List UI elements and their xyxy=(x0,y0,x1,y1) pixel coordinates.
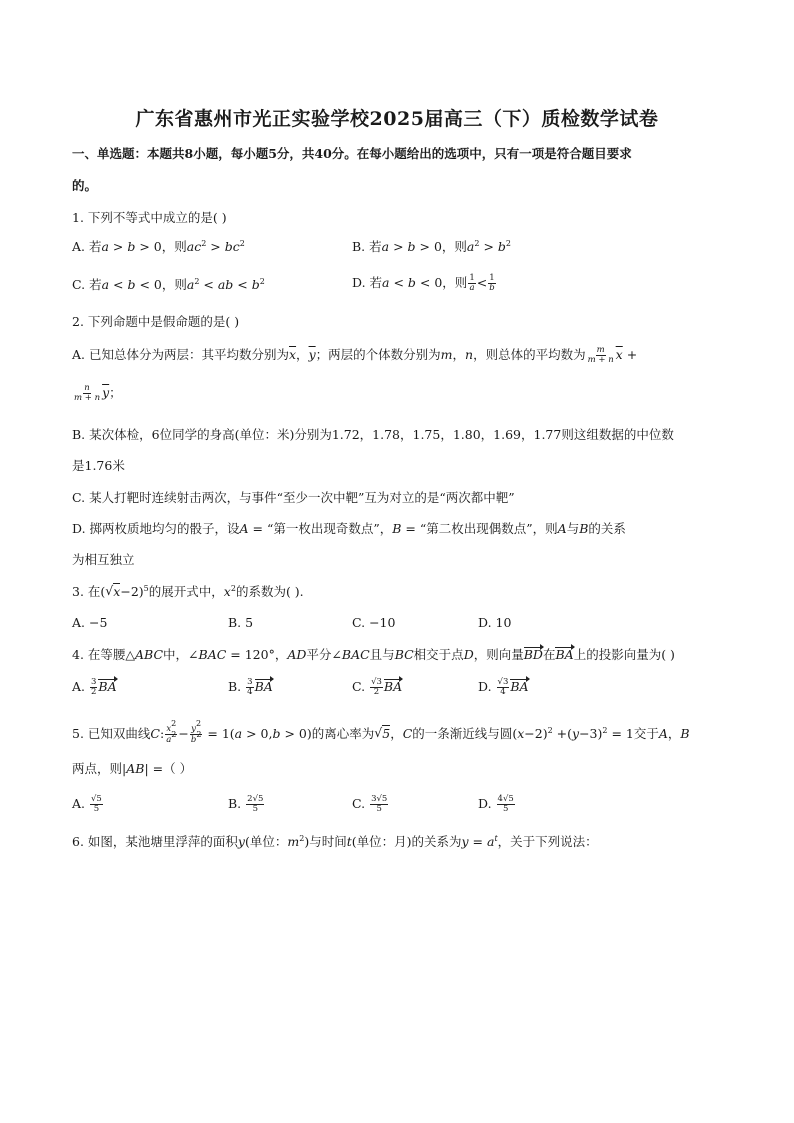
question-2-option-a: A. 已知总体分为两层：其平均数分别为$\overline{x}$，$\overline{y}$；两层的个体数分别为m，n，则总体的平均数为 $\frac{m}{m + n}$ $\overline{x}$ + xyxy=(72,345,638,365)
question-2-option-c: C. 某人打靶时连续射击两次，与事件“至少一次中靶”互为对立的是“两次都中靶” xyxy=(72,490,515,505)
question-4-option-b: B. $\frac{3}{4}$ BA xyxy=(228,677,273,697)
question-3-stem: 3. 在( √ x−2)$^5$的展开式中，$x^2$的系数为( ). xyxy=(72,584,304,600)
question-5-option-c: C. $\frac{3√5}{5}$ xyxy=(352,794,388,814)
question-3-option-d: D. 10 xyxy=(478,615,512,630)
question-2-option-d-cont: 为相互独立 xyxy=(72,552,135,567)
question-4-option-c: C. $\frac{√3}{2}$ BA xyxy=(352,677,403,697)
question-2-stem: 2. 下列命题中是假命题的是( ) xyxy=(72,314,240,329)
question-1-option-c: C. 若a < b < 0，则$a^2$ < ab < $b^2$ xyxy=(72,277,265,292)
section-heading: 一、单选题：本题共8小题，每小题5分，共40分。在每小题给出的选项中，只有一项是符合题目要求 xyxy=(72,146,632,161)
question-4-stem: 4. 在等腰△ABC中，∠BAC = 120°，AD平分∠BAC且与BC相交于点D，则向量BD在BA上的投影向量为( ) xyxy=(72,647,675,662)
question-4-option-d: D. $\frac{√3}{4}$ BA xyxy=(478,677,529,697)
section-heading-cont: 的。 xyxy=(72,178,98,193)
question-1-option-a: A. 若a > b > 0，则$ac^2 > bc^2$ xyxy=(72,239,245,254)
question-3-option-b: B. 5 xyxy=(228,615,254,630)
question-1-stem: 1. 下列不等式中成立的是( ) xyxy=(72,210,227,225)
question-2-option-b: B. 某次体检，6位同学的身高(单位：米)分别为1.72，1.78，1.75，1.80，1.69，1.77则这组数据的中位数 xyxy=(72,427,674,442)
question-6-stem: 6. 如图，某池塘里浮萍的面积y(单位：$m^2$)与时间t(单位：月)的关系为$y = a^t$，关于下列说法： xyxy=(72,834,598,849)
question-3-option-c: C. −10 xyxy=(352,615,396,630)
question-2-option-b-cont: 是1.76米 xyxy=(72,458,125,473)
question-3-option-a: A. −5 xyxy=(72,615,108,630)
question-5-stem: 5. 已知双曲线C: $\frac{x^2}{a^2}$ − $\frac{y^2}{b^2}$ = 1(a > 0,b > 0)的离心率为 √ 5，C的一条渐近线与圆$(x-2)^2 +(y-3)^2 = 1$交于A，B xyxy=(72,724,690,745)
question-2-option-a-cont: $\frac{n}{m + n}$ $\overline{y}$； xyxy=(74,383,122,403)
question-5-stem-cont: 两点，则|AB| =（ ） xyxy=(72,761,193,776)
question-4-option-a: A. $\frac{3}{2}$ BA xyxy=(72,677,117,697)
question-2-option-d: D. 掷两枚质地均匀的骰子，设A = “第一枚出现奇数点”，B = “第二枚出现偶数点”，则A与B的关系 xyxy=(72,521,626,536)
question-5-option-b: B. $\frac{2√5}{5}$ xyxy=(228,794,264,814)
question-1-option-d: D. 若a < b < 0，则 $\frac{1}{a}$ < $\frac{1}{b}$ xyxy=(352,273,495,293)
question-5-option-d: D. $\frac{4√5}{5}$ xyxy=(478,794,514,814)
question-5-option-a: A. $\frac{√5}{5}$ xyxy=(72,794,102,814)
question-1-option-b: B. 若a > b > 0，则$a^2 > b^2$ xyxy=(352,239,511,254)
page-title: 广东省惠州市光正实验学校2025届高三（下）质检数学试卷 xyxy=(135,108,659,130)
